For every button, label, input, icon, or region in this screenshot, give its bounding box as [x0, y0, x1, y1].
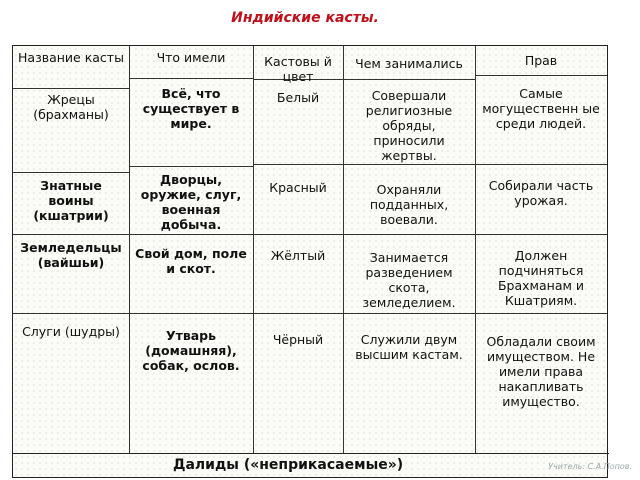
- row-3-did: Занимается разведением скота, земледелием.: [362, 250, 456, 310]
- row-4-did: Служили двум высшим кастам.: [355, 332, 463, 362]
- header-had: Что имели: [156, 50, 226, 65]
- row-1-name: Жрецы (брахманы): [33, 92, 109, 122]
- header-rights: Прав: [524, 53, 558, 68]
- row-4-had: Утварь (домашняя), собак, ослов.: [142, 328, 240, 373]
- row-1-rights: Самые могущественн ые среди людей.: [482, 86, 600, 131]
- row-3-color: Жёлтый: [270, 248, 326, 263]
- page-title: Индийские касты.: [231, 10, 379, 26]
- row-2-rights: Собирали часть урожая.: [488, 178, 594, 208]
- row-2-had: Дворцы, оружие, слуг, военная добыча.: [140, 172, 242, 232]
- row-4-color: Чёрный: [272, 332, 324, 347]
- row-2-did: Охраняли подданных, воевали.: [369, 182, 449, 227]
- row-1-did: Совершали религиозные обряды, приносили жертвы.: [365, 88, 453, 163]
- row-3-had: Свой дом, поле и скот.: [135, 246, 247, 276]
- header-name: Название касты: [18, 50, 124, 65]
- teacher-watermark: Учитель: С.А.Попов.: [548, 462, 632, 471]
- footer-row: Далиды («неприкасаемые»): [13, 453, 609, 479]
- row-1-color: Белый: [276, 90, 320, 105]
- row-1-had: Всё, что существует в мире.: [142, 86, 240, 131]
- row-2-name: Знатные воины (кшатрии): [33, 178, 109, 223]
- header-did: Чем занимались: [355, 56, 463, 71]
- header-color: Кастовы й цвет: [264, 54, 332, 84]
- castes-table: [12, 45, 608, 478]
- row-2-color: Красный: [269, 180, 327, 195]
- row-4-name: Слуги (шудры): [22, 324, 120, 339]
- row-4-rights: Обладали своим имуществом. Не имели права накапливать имущество.: [486, 334, 596, 409]
- row-3-name: Земледельцы (вайшьи): [20, 240, 122, 270]
- row-3-rights: Должен подчиняться Брахманам и Кшатриям.: [497, 248, 585, 308]
